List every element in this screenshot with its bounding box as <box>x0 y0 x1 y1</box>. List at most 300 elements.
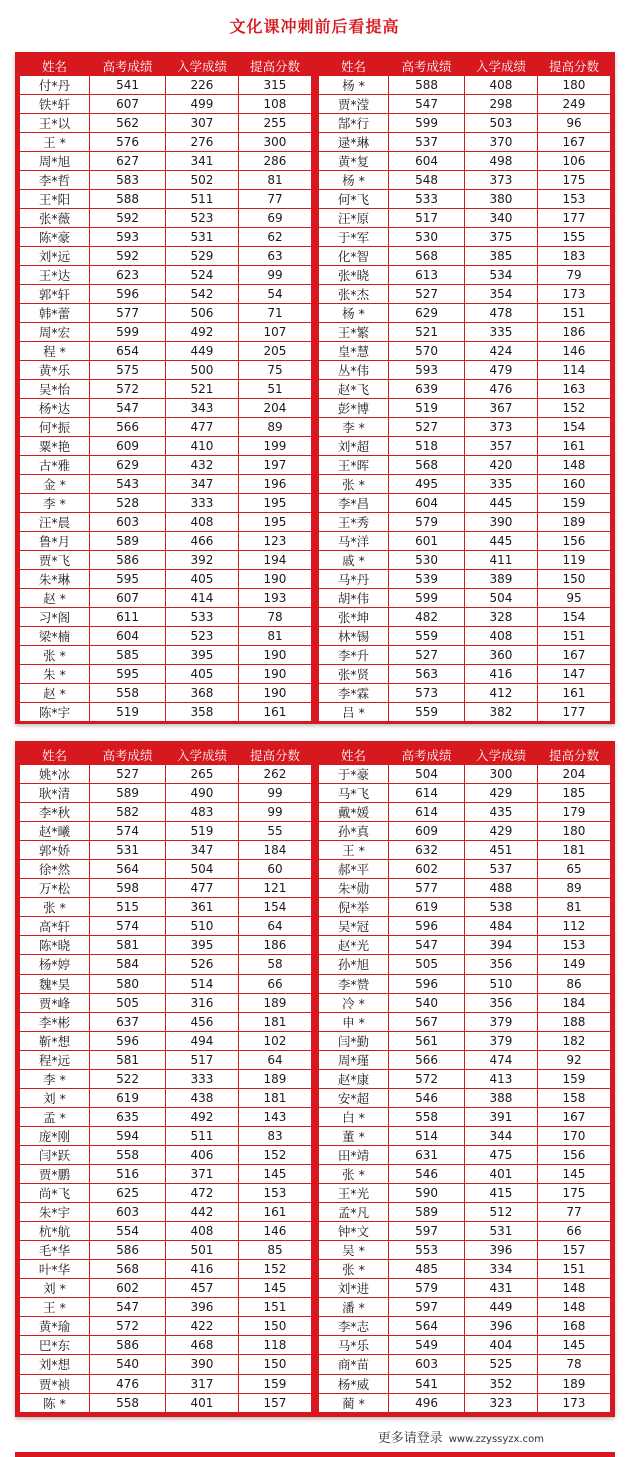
gaokao-score: 543 <box>90 475 166 494</box>
column-header: 姓名 <box>20 746 90 765</box>
table-row <box>20 1145 312 1164</box>
improvement-score: 148 <box>537 1279 610 1298</box>
gaokao-score: 505 <box>389 955 465 974</box>
student-name: 黄*瑜 <box>20 1317 90 1336</box>
improvement-score: 157 <box>238 1393 311 1412</box>
entry-score: 357 <box>464 437 537 456</box>
entry-score: 514 <box>165 974 238 993</box>
entry-score: 525 <box>464 1355 537 1374</box>
gaokao-score: 519 <box>389 399 465 418</box>
entry-score: 500 <box>165 361 238 380</box>
table-row <box>20 627 312 646</box>
gaokao-score: 540 <box>90 1355 166 1374</box>
gaokao-score: 602 <box>389 860 465 879</box>
improvement-score: 300 <box>238 133 311 152</box>
gaokao-score: 603 <box>90 513 166 532</box>
gaokao-score: 495 <box>389 475 465 494</box>
table-row <box>20 1317 312 1336</box>
entry-score: 504 <box>165 860 238 879</box>
entry-score: 531 <box>165 228 238 247</box>
gaokao-score: 577 <box>389 879 465 898</box>
gaokao-score: 504 <box>389 765 465 784</box>
gaokao-score: 549 <box>389 1336 465 1355</box>
gaokao-score: 547 <box>389 95 465 114</box>
entry-score: 354 <box>464 285 537 304</box>
gaokao-score: 607 <box>90 95 166 114</box>
improvement-score: 78 <box>537 1355 610 1374</box>
improvement-score: 147 <box>537 665 610 684</box>
entry-score: 501 <box>165 1241 238 1260</box>
entry-score: 511 <box>165 1126 238 1145</box>
table-row <box>319 361 611 380</box>
entry-score: 531 <box>464 1222 537 1241</box>
gaokao-score: 596 <box>90 285 166 304</box>
improvement-score: 182 <box>537 1031 610 1050</box>
student-name: 程 * <box>20 342 90 361</box>
improvement-score: 157 <box>537 1241 610 1260</box>
entry-score: 367 <box>464 399 537 418</box>
entry-score: 358 <box>165 703 238 722</box>
table-row <box>20 152 312 171</box>
entry-score: 385 <box>464 247 537 266</box>
improvement-score: 92 <box>537 1050 610 1069</box>
improvement-score: 177 <box>537 703 610 722</box>
table-row <box>319 551 611 570</box>
improvement-score: 196 <box>238 475 311 494</box>
gaokao-score: 595 <box>90 665 166 684</box>
table-row <box>319 917 611 936</box>
student-name: 赵 * <box>20 684 90 703</box>
student-name: 陈 * <box>20 1393 90 1412</box>
student-name: 王*阳 <box>20 190 90 209</box>
improvement-score: 189 <box>537 1374 610 1393</box>
table-row <box>319 570 611 589</box>
table-row <box>319 1203 611 1222</box>
improvement-score: 123 <box>238 532 311 551</box>
table-row <box>319 860 611 879</box>
entry-score: 412 <box>464 684 537 703</box>
improvement-score: 86 <box>537 974 610 993</box>
entry-score: 408 <box>464 627 537 646</box>
gaokao-score: 586 <box>90 1336 166 1355</box>
student-name: 贾*祯 <box>20 1374 90 1393</box>
entry-score: 478 <box>464 304 537 323</box>
entry-score: 457 <box>165 1279 238 1298</box>
table-row <box>319 456 611 475</box>
table-row <box>319 494 611 513</box>
table-row <box>319 703 611 722</box>
table-row <box>20 133 312 152</box>
gaokao-score: 619 <box>389 898 465 917</box>
student-name: 郭*娇 <box>20 841 90 860</box>
table-row <box>319 133 611 152</box>
gaokao-score: 619 <box>90 1088 166 1107</box>
table-row <box>20 323 312 342</box>
gaokao-score: 604 <box>90 627 166 646</box>
table-row <box>20 513 312 532</box>
improvement-score: 249 <box>537 95 610 114</box>
improvement-score: 159 <box>537 1069 610 1088</box>
entry-score: 533 <box>165 608 238 627</box>
entry-score: 438 <box>165 1088 238 1107</box>
table-row <box>319 1107 611 1126</box>
entry-score: 391 <box>464 1107 537 1126</box>
student-name: 吴*怡 <box>20 380 90 399</box>
table-row <box>20 95 312 114</box>
table-row <box>319 1317 611 1336</box>
gaokao-score: 566 <box>90 418 166 437</box>
entry-score: 502 <box>165 171 238 190</box>
entry-score: 408 <box>464 76 537 95</box>
table-row <box>20 342 312 361</box>
score-panel-2 <box>15 741 615 1417</box>
column-header: 入学成绩 <box>165 57 238 76</box>
gaokao-score: 614 <box>389 784 465 803</box>
gaokao-score: 607 <box>90 589 166 608</box>
improvement-score: 64 <box>238 1050 311 1069</box>
gaokao-score: 654 <box>90 342 166 361</box>
improvement-score: 149 <box>537 955 610 974</box>
improvement-score: 148 <box>537 1298 610 1317</box>
bottom-divider <box>15 1452 615 1457</box>
table-row <box>20 703 312 722</box>
improvement-score: 184 <box>238 841 311 860</box>
improvement-score: 151 <box>537 627 610 646</box>
gaokao-score: 589 <box>90 784 166 803</box>
student-name: 王*光 <box>319 1184 389 1203</box>
student-name: 付*丹 <box>20 76 90 95</box>
gaokao-score: 609 <box>389 822 465 841</box>
entry-score: 422 <box>165 1317 238 1336</box>
gaokao-score: 515 <box>90 898 166 917</box>
table-row <box>20 1374 312 1393</box>
table-row <box>20 380 312 399</box>
table-row <box>20 285 312 304</box>
table-row <box>20 879 312 898</box>
gaokao-score: 539 <box>389 570 465 589</box>
gaokao-score: 521 <box>389 323 465 342</box>
student-name: 丛*伟 <box>319 361 389 380</box>
improvement-score: 170 <box>537 1126 610 1145</box>
improvement-score: 186 <box>537 323 610 342</box>
gaokao-score: 588 <box>90 190 166 209</box>
student-name: 彭*博 <box>319 399 389 418</box>
gaokao-score: 593 <box>90 228 166 247</box>
gaokao-score: 599 <box>90 323 166 342</box>
improvement-score: 106 <box>537 152 610 171</box>
student-name: 李*志 <box>319 1317 389 1336</box>
column-header: 姓名 <box>319 746 389 765</box>
improvement-score: 145 <box>238 1279 311 1298</box>
table-row <box>319 247 611 266</box>
student-name: 张 * <box>319 1260 389 1279</box>
improvement-score: 102 <box>238 1031 311 1050</box>
student-name: 赵 * <box>20 589 90 608</box>
score-table <box>19 56 312 722</box>
entry-score: 226 <box>165 76 238 95</box>
entry-score: 401 <box>464 1164 537 1183</box>
table-row <box>20 209 312 228</box>
student-name: 钟*文 <box>319 1222 389 1241</box>
student-name: 高*轩 <box>20 917 90 936</box>
improvement-score: 154 <box>238 898 311 917</box>
entry-score: 424 <box>464 342 537 361</box>
entry-score: 380 <box>464 190 537 209</box>
gaokao-score: 579 <box>389 1279 465 1298</box>
gaokao-score: 574 <box>90 917 166 936</box>
improvement-score: 148 <box>537 456 610 475</box>
student-name: 赵*曦 <box>20 822 90 841</box>
table-row <box>20 475 312 494</box>
column-header: 姓名 <box>319 57 389 76</box>
entry-score: 511 <box>165 190 238 209</box>
entry-score: 490 <box>165 784 238 803</box>
improvement-score: 62 <box>238 228 311 247</box>
improvement-score: 177 <box>537 209 610 228</box>
improvement-score: 199 <box>238 437 311 456</box>
student-name: 申 * <box>319 1012 389 1031</box>
improvement-score: 107 <box>238 323 311 342</box>
entry-score: 503 <box>464 114 537 133</box>
improvement-score: 96 <box>537 114 610 133</box>
gaokao-score: 623 <box>90 266 166 285</box>
entry-score: 472 <box>165 1184 238 1203</box>
gaokao-score: 609 <box>90 437 166 456</box>
improvement-score: 156 <box>537 1145 610 1164</box>
student-name: 孟*凡 <box>319 1203 389 1222</box>
table-row <box>20 665 312 684</box>
table-row <box>319 684 611 703</box>
entry-score: 519 <box>165 822 238 841</box>
entry-score: 401 <box>165 1393 238 1412</box>
table-row <box>319 304 611 323</box>
entry-score: 488 <box>464 879 537 898</box>
table-row <box>319 627 611 646</box>
table-row <box>319 228 611 247</box>
table-row <box>319 1126 611 1145</box>
improvement-score: 85 <box>238 1241 311 1260</box>
table-row <box>20 228 312 247</box>
student-name: 周*旭 <box>20 152 90 171</box>
gaokao-score: 601 <box>389 532 465 551</box>
gaokao-score: 631 <box>389 1145 465 1164</box>
improvement-score: 64 <box>238 917 311 936</box>
improvement-score: 185 <box>537 784 610 803</box>
entry-score: 334 <box>464 1260 537 1279</box>
student-name: 朱*宇 <box>20 1203 90 1222</box>
improvement-score: 121 <box>238 879 311 898</box>
table-row <box>319 955 611 974</box>
gaokao-score: 531 <box>90 841 166 860</box>
gaokao-score: 547 <box>389 936 465 955</box>
improvement-score: 150 <box>238 1355 311 1374</box>
gaokao-score: 603 <box>90 1203 166 1222</box>
entry-score: 307 <box>165 114 238 133</box>
column-header: 高考成绩 <box>90 746 166 765</box>
gaokao-score: 585 <box>90 646 166 665</box>
table-row <box>319 1050 611 1069</box>
student-name: 冷 * <box>319 993 389 1012</box>
table-row <box>319 765 611 784</box>
entry-score: 368 <box>165 684 238 703</box>
table-row <box>20 860 312 879</box>
gaokao-score: 559 <box>389 703 465 722</box>
improvement-score: 152 <box>238 1260 311 1279</box>
table-row <box>20 822 312 841</box>
improvement-score: 194 <box>238 551 311 570</box>
gaokao-score: 572 <box>389 1069 465 1088</box>
entry-score: 276 <box>165 133 238 152</box>
table-row <box>20 955 312 974</box>
student-name: 商*苗 <box>319 1355 389 1374</box>
gaokao-score: 516 <box>90 1164 166 1183</box>
gaokao-score: 627 <box>90 152 166 171</box>
student-name: 梁*楠 <box>20 627 90 646</box>
table-row <box>20 1012 312 1031</box>
student-name: 张*薇 <box>20 209 90 228</box>
entry-score: 379 <box>464 1031 537 1050</box>
table-row <box>20 684 312 703</box>
gaokao-score: 597 <box>389 1222 465 1241</box>
student-name: 倪*举 <box>319 898 389 917</box>
entry-score: 498 <box>464 152 537 171</box>
improvement-score: 153 <box>238 1184 311 1203</box>
improvement-score: 58 <box>238 955 311 974</box>
improvement-score: 55 <box>238 822 311 841</box>
entry-score: 395 <box>165 936 238 955</box>
table-row <box>20 608 312 627</box>
student-name: 耿*清 <box>20 784 90 803</box>
entry-score: 529 <box>165 247 238 266</box>
improvement-score: 66 <box>537 1222 610 1241</box>
column-header: 高考成绩 <box>389 746 465 765</box>
improvement-score: 193 <box>238 589 311 608</box>
table-row <box>20 190 312 209</box>
improvement-score: 175 <box>537 1184 610 1203</box>
footer-url-link[interactable]: www.zzyssyzx.com <box>448 1434 544 1445</box>
entry-score: 356 <box>464 955 537 974</box>
improvement-score: 195 <box>238 513 311 532</box>
student-name: 李*赞 <box>319 974 389 993</box>
gaokao-score: 514 <box>389 1126 465 1145</box>
gaokao-score: 596 <box>90 1031 166 1050</box>
student-name: 朱*勋 <box>319 879 389 898</box>
student-name: 戴*媛 <box>319 803 389 822</box>
student-name: 杨 * <box>319 76 389 95</box>
gaokao-score: 568 <box>90 1260 166 1279</box>
improvement-score: 315 <box>238 76 311 95</box>
student-name: 王*达 <box>20 266 90 285</box>
improvement-score: 152 <box>238 1145 311 1164</box>
student-name: 贾*鹏 <box>20 1164 90 1183</box>
table-row <box>20 765 312 784</box>
table-row <box>20 1393 312 1412</box>
improvement-score: 54 <box>238 285 311 304</box>
student-name: 王 * <box>20 1298 90 1317</box>
student-name: 刘*进 <box>319 1279 389 1298</box>
table-row <box>20 494 312 513</box>
improvement-score: 186 <box>238 936 311 955</box>
entry-score: 360 <box>464 646 537 665</box>
entry-score: 479 <box>464 361 537 380</box>
improvement-score: 151 <box>537 304 610 323</box>
table-row <box>20 399 312 418</box>
student-name: 安*超 <box>319 1088 389 1107</box>
improvement-score: 78 <box>238 608 311 627</box>
improvement-score: 190 <box>238 646 311 665</box>
table-row <box>20 646 312 665</box>
improvement-score: 77 <box>537 1203 610 1222</box>
improvement-score: 160 <box>537 475 610 494</box>
gaokao-score: 599 <box>389 114 465 133</box>
gaokao-score: 603 <box>389 1355 465 1374</box>
student-name: 郭*轩 <box>20 285 90 304</box>
table-row <box>20 551 312 570</box>
gaokao-score: 598 <box>90 879 166 898</box>
table-row <box>319 879 611 898</box>
gaokao-score: 527 <box>90 765 166 784</box>
improvement-score: 161 <box>537 684 610 703</box>
table-row <box>319 475 611 494</box>
table-row <box>319 1355 611 1374</box>
entry-score: 410 <box>165 437 238 456</box>
entry-score: 392 <box>165 551 238 570</box>
improvement-score: 167 <box>537 1107 610 1126</box>
student-name: 黄*复 <box>319 152 389 171</box>
gaokao-score: 546 <box>389 1088 465 1107</box>
entry-score: 414 <box>165 589 238 608</box>
improvement-score: 204 <box>537 765 610 784</box>
student-name: 李*霖 <box>319 684 389 703</box>
student-name: 逯*琳 <box>319 133 389 152</box>
improvement-score: 189 <box>238 993 311 1012</box>
entry-score: 335 <box>464 475 537 494</box>
improvement-score: 167 <box>537 133 610 152</box>
improvement-score: 190 <box>238 684 311 703</box>
gaokao-score: 576 <box>90 133 166 152</box>
student-name: 万*松 <box>20 879 90 898</box>
table-row <box>20 898 312 917</box>
student-name: 张*坤 <box>319 608 389 627</box>
entry-score: 524 <box>165 266 238 285</box>
improvement-score: 75 <box>238 361 311 380</box>
table-row <box>20 437 312 456</box>
improvement-score: 163 <box>537 380 610 399</box>
table-row <box>20 917 312 936</box>
gaokao-score: 593 <box>389 361 465 380</box>
entry-score: 390 <box>464 513 537 532</box>
improvement-score: 159 <box>238 1374 311 1393</box>
improvement-score: 205 <box>238 342 311 361</box>
entry-score: 405 <box>165 570 238 589</box>
gaokao-score: 553 <box>389 1241 465 1260</box>
improvement-score: 146 <box>238 1222 311 1241</box>
improvement-score: 181 <box>537 841 610 860</box>
student-name: 贾*飞 <box>20 551 90 570</box>
entry-score: 404 <box>464 1336 537 1355</box>
student-name: 马*丹 <box>319 570 389 589</box>
entry-score: 521 <box>165 380 238 399</box>
entry-score: 451 <box>464 841 537 860</box>
column-header: 高考成绩 <box>90 57 166 76</box>
gaokao-score: 596 <box>389 917 465 936</box>
table-row <box>319 1336 611 1355</box>
table-row <box>20 589 312 608</box>
improvement-score: 99 <box>238 803 311 822</box>
entry-score: 413 <box>464 1069 537 1088</box>
student-name: 朱*琳 <box>20 570 90 589</box>
gaokao-score: 559 <box>389 627 465 646</box>
